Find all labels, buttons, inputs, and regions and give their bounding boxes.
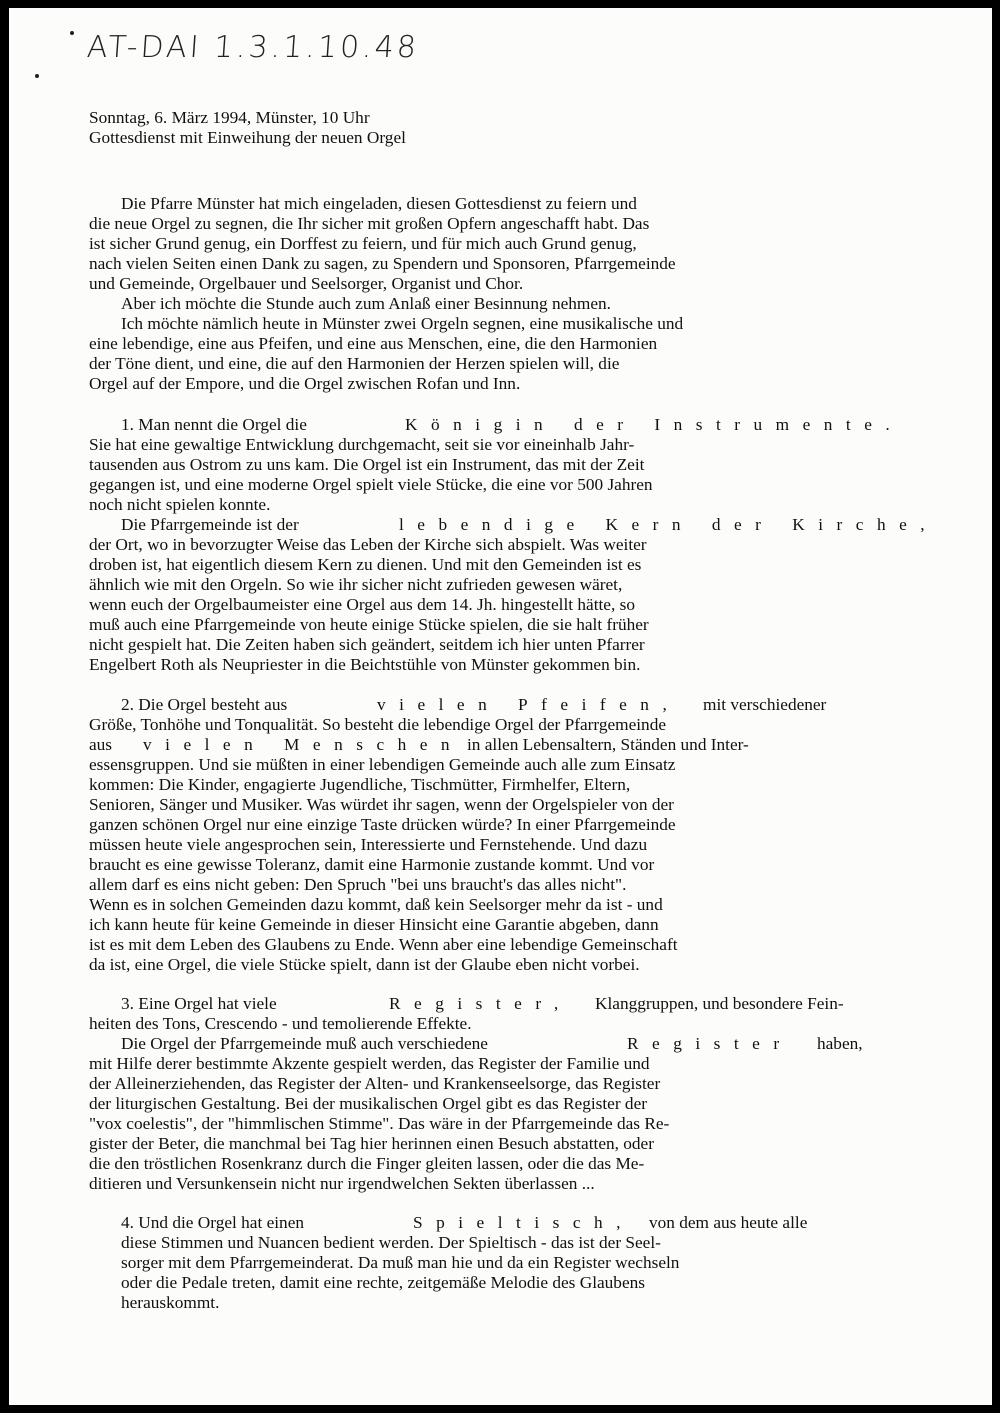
intro-line: Orgel auf der Empore, und die Orgel zwischen Rofan und Inn. (89, 374, 521, 393)
section-4-line: herauskommt. (121, 1293, 220, 1312)
intro-line: ist sicher Grund genug, ein Dorffest zu feiern, und für mich auch Grund genug, (89, 234, 637, 253)
intro-line: die neue Orgel zu segnen, die Ihr sicher mit großen Opfern angeschafft habt. Das (89, 214, 650, 233)
section-2-spaced-phrase: vielen Menschen (143, 735, 464, 754)
section-4-line: von dem aus heute alle (649, 1213, 808, 1232)
section-3-line: der Alleinerziehenden, das Register der Alten- und Krankenseelsorge, das Register (89, 1074, 661, 1093)
intro-line: eine lebendige, eine aus Pfeifen, und eine aus Menschen, eine, die den Harmonien (89, 334, 658, 353)
intro-line: der Töne dient, und eine, die auf den Harmonien der Herzen spielen will, die (89, 354, 620, 373)
section-4-line: 4. Und die Orgel hat einen (121, 1213, 305, 1232)
section-3-line: mit Hilfe derer bestimmte Akzente gespielt werden, das Register der Familie und (89, 1054, 650, 1073)
section-1-line: wenn euch der Orgelbaumeister eine Orgel aus dem 14. Jh. hingestellt hätte, so (89, 595, 635, 614)
section-3-line: haben, (817, 1034, 863, 1053)
header-title-line: Gottesdienst mit Einweihung der neuen Orgel (89, 128, 406, 147)
section-4-spaced-phrase: Spieltisch, (413, 1213, 634, 1232)
section-2-line: essensgruppen. Und sie müßten in einer lebendigen Gemeinde auch alle zum Einsatz (89, 755, 676, 774)
section-2-line: ganzen schönen Orgel nur eine einzige Taste drücken würde? In einer Pfarrgemeinde (89, 815, 676, 834)
intro-line: und Gemeinde, Orgelbauer und Seelsorger, Organist und Chor. (89, 274, 524, 293)
section-1-line: 1. Man nennt die Orgel die (121, 415, 307, 434)
section-3-line: gister der Beter, die manchmal bei Tag hier herinnen einen Besuch abstatten, oder (89, 1134, 654, 1153)
section-1-line: tausenden aus Ostrom zu uns kam. Die Orgel ist ein Instrument, das mit der Zeit (89, 455, 645, 474)
section-1-line: muß auch eine Pfarrgemeinde von heute einige Stücke spielen, die sie halt früher (89, 615, 649, 634)
section-1-line: gegangen ist, und eine moderne Orgel spielt viele Stücke, die eine vor 500 Jahren (89, 475, 653, 494)
header-date-line: Sonntag, 6. März 1994, Münster, 10 Uhr (89, 108, 370, 127)
section-2-line: braucht es eine gewisse Toleranz, damit eine Harmonie zustande kommt. Und vor (89, 855, 655, 874)
section-3-spaced-phrase: Register (627, 1034, 793, 1053)
ink-dot (35, 74, 39, 78)
section-4-line: sorger mit dem Pfarrgemeinderat. Da muß man hie und da ein Register wechseln (121, 1253, 680, 1272)
section-3-line: 3. Eine Orgel hat viele (121, 994, 277, 1013)
section-3-line: ditieren und Versunkensein nicht nur irgendwelchen Sekten überlassen ... (89, 1174, 595, 1193)
section-1-line: nicht gespielt hat. Die Zeiten haben sich geändert, seitdem ich hier unten Pfarrer (89, 635, 645, 654)
section-4-line: diese Stimmen und Nuancen bedient werden. Der Spieltisch - das ist der Seel- (121, 1233, 661, 1252)
section-4-line: oder die Pedale treten, damit eine rechte, zeitgemäße Melodie des Glaubens (121, 1273, 645, 1292)
ink-dot (70, 31, 74, 35)
section-2-line: Größe, Tonhöhe und Tonqualität. So besteht die lebendige Orgel der Pfarrgemeinde (89, 715, 667, 734)
section-2-line: in allen Lebensaltern, Ständen und Inter- (467, 735, 749, 754)
section-1-line: droben ist, hat eigentlich diesem Kern zu dienen. Und mit den Gemeinden ist es (89, 555, 642, 574)
intro-line: Die Pfarre Münster hat mich eingeladen, diesen Gottesdienst zu feiern und (121, 194, 637, 213)
section-3-line: heiten des Tons, Crescendo - und temolierende Effekte. (89, 1014, 472, 1033)
section-1-line: Sie hat eine gewaltige Entwicklung durchgemacht, seit sie vor eineinhalb Jahr- (89, 435, 635, 454)
intro-line: Ich möchte nämlich heute in Münster zwei Orgeln segnen, eine musikalische und (121, 314, 684, 333)
archive-number: AT-DAI 1.3.1.10.48 (85, 30, 421, 65)
section-2-line: Wenn es in solchen Gemeinden dazu kommt, daß kein Seelsorger mehr da ist - und (89, 895, 663, 914)
section-2-line: kommen: Die Kinder, engagierte Jugendliche, Tischmütter, Firmhelfer, Eltern, (89, 775, 631, 794)
section-2-line: da ist, eine Orgel, die viele Stücke spielt, dann ist der Glaube eben nicht vorbei. (89, 955, 640, 974)
section-1-line: Die Pfarrgemeinde ist der (121, 515, 299, 534)
section-1-spaced-phrase: lebendige Kern der Kirche, (399, 515, 939, 534)
section-3-spaced-phrase: Register, (389, 994, 572, 1013)
section-1-line: der Ort, wo in bevorzugter Weise das Leben der Kirche sich abspielt. Was weiter (89, 535, 647, 554)
section-2-line: ist es mit dem Leben des Glaubens zu Ende. Wenn aber eine lebendige Gemeinschaft (89, 935, 678, 954)
section-2-line: mit verschiedener (703, 695, 827, 714)
document-page (9, 8, 992, 1405)
section-2-line: Senioren, Sänger und Musiker. Was würdet ihr sagen, wenn der Orgelspieler von der (89, 795, 674, 814)
section-3-line: die den tröstlichen Rosenkranz durch die Finger gleiten lassen, oder die das Me- (89, 1154, 645, 1173)
section-2-line: 2. Die Orgel besteht aus (121, 695, 288, 714)
section-3-line: Die Orgel der Pfarrgemeinde muß auch verschiedene (121, 1034, 488, 1053)
section-2-line: aus (89, 735, 113, 754)
section-3-line: "vox coelestis", der "himmlischen Stimme". Das wäre in der Pfarrgemeinde das Re- (89, 1114, 670, 1133)
section-2-line: ich kann heute für keine Gemeinde in dieser Hinsicht eine Garantie abgeben, dann (89, 915, 659, 934)
section-1-spaced-phrase: Königin der Instrumente. (405, 415, 904, 434)
section-1-line: ähnlich wie mit den Orgeln. So wie ihr sicher nicht zufrieden gewesen wäret, (89, 575, 623, 594)
section-1-line: Engelbert Roth als Neupriester in die Beichtstühle von Münster gekommen bin. (89, 655, 641, 674)
section-2-line: müssen heute viele angesprochen sein, Interessierte und Fernstehende. Und dazu (89, 835, 648, 854)
section-2-line: allem darf es eins nicht geben: Den Spruch "bei uns braucht's das alles nicht". (89, 875, 627, 894)
section-2-spaced-phrase: vielen Pfeifen, (377, 695, 681, 714)
section-3-line: der liturgischen Gestaltung. Bei der musikalischen Orgel gibt es das Register der (89, 1094, 647, 1113)
section-3-line: Klanggruppen, und besondere Fein- (595, 994, 844, 1013)
intro-line: nach vielen Seiten einen Dank zu sagen, zu Spendern und Sponsoren, Pfarrgemeinde (89, 254, 676, 273)
section-1-line: noch nicht spielen konnte. (89, 495, 271, 514)
intro-line: Aber ich möchte die Stunde auch zum Anlaß einer Besinnung nehmen. (121, 294, 611, 313)
